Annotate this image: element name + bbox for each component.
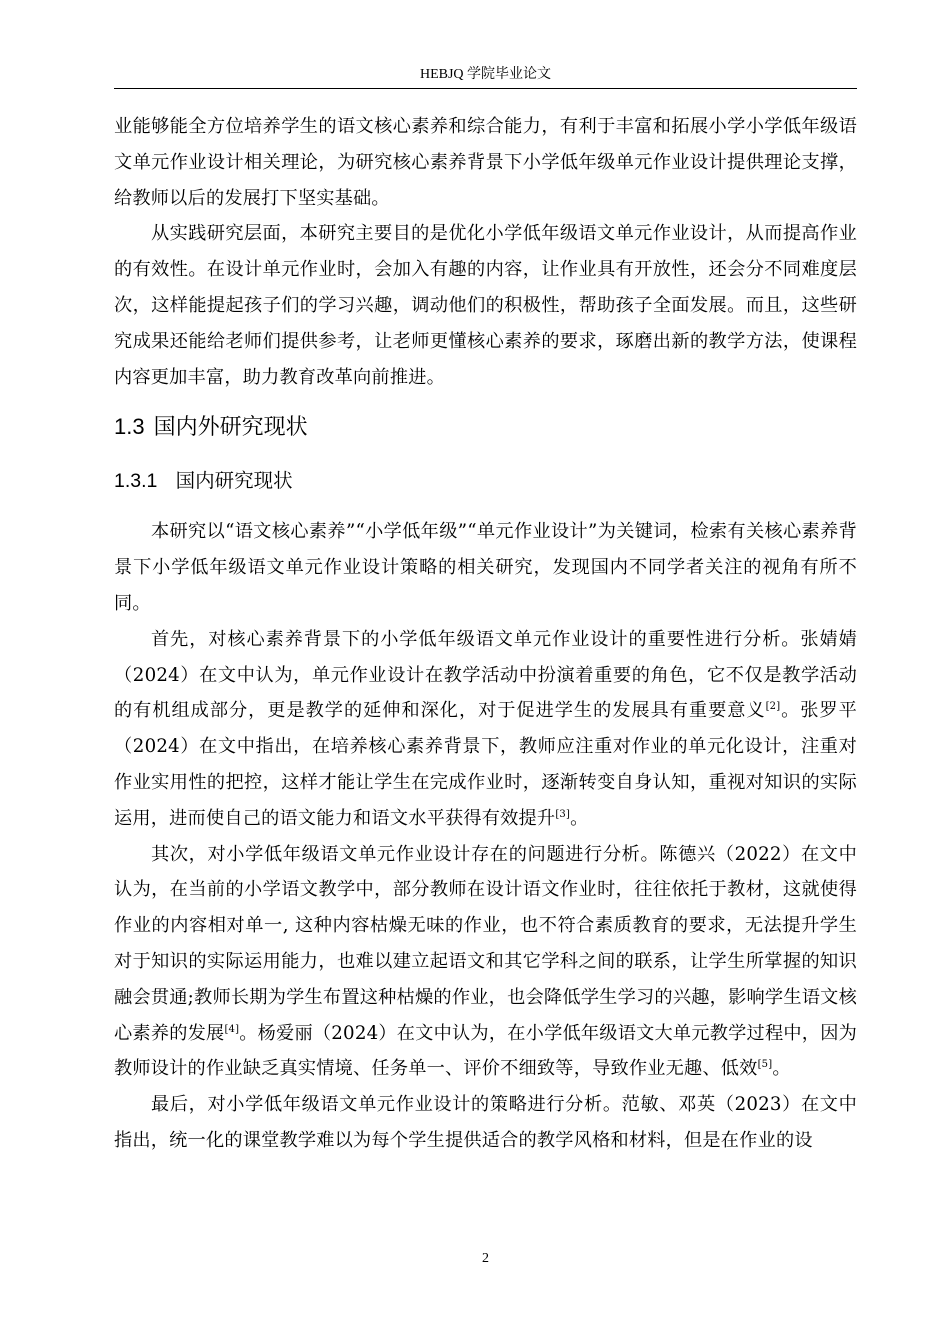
header-rule xyxy=(114,88,857,89)
subsection-title: 国内研究现状 xyxy=(175,469,293,493)
page-body xyxy=(114,109,857,1159)
subsection-heading xyxy=(114,464,857,498)
paragraph-text: 。 xyxy=(570,807,589,829)
paragraph-problems xyxy=(114,837,857,1088)
section-title: 国内外研究现状 xyxy=(153,415,308,441)
paragraph-continued: 业能够能全方位培养学生的语文核心素养和综合能力，有利于丰富和拓展小学小学低年级语文单元作业设计相关理论，为研究核心素养背景下小学低年级单元作业设计提供理论支撑，给教师以后的发展打下坚实基础。 xyxy=(114,116,857,209)
section-number: 1.3 xyxy=(114,414,145,440)
paragraph-text: 。张罗平（2024）在文中指出，在培养核心素养背景下，教师应注重对作业的单元化设计，注重对作业实用性的把控，这样才能让学生在完成作业时，逐渐转变自身认知，重视对知识的实际运用，进而使自己的语文能力和语文水平获得有效提升 xyxy=(114,700,857,829)
section-heading xyxy=(114,409,857,446)
paragraph-keywords: 本研究以“语文核心素养”“小学低年级”“单元作业设计”为关键词，检索有关核心素养背景下小学低年级语文单元作业设计策略的相关研究，发现国内不同学者关注的视角有所不同。 xyxy=(114,521,857,614)
paragraph-text: 。杨爱丽（2024）在文中认为，在小学低年级语文大单元教学过程中，因为教师设计的作业缺乏真实情境、任务单一、评价不细致等，导致作业无趣、低效 xyxy=(114,1022,857,1080)
page-number: 2 xyxy=(482,1251,489,1266)
citation-ref: [4] xyxy=(224,1023,240,1035)
running-header: HEBJQ 学院毕业论文 xyxy=(419,67,552,82)
paragraph-importance xyxy=(114,622,857,837)
subsection-number: 1.3.1 xyxy=(114,470,158,493)
paragraph-text: 。 xyxy=(772,1058,791,1080)
citation-ref: [5] xyxy=(757,1059,773,1071)
paragraph-text: 首先，对核心素养背景下的小学低年级语文单元作业设计的重要性进行分析。张婧婧（2024）在文中认为，单元作业设计在教学活动中扮演着重要的角色，它不仅是教学活动的有机组成部分，更是教学的延伸和深化，对于促进学生的发展具有重要意义 xyxy=(114,628,857,722)
paragraph-practice: 从实践研究层面，本研究主要目的是优化小学低年级语文单元作业设计，从而提高作业的有效性。在设计单元作业时，会加入有趣的内容，让作业具有开放性，还会分不同难度层次，这样能提起孩子们的学习兴趣，调动他们的积极性，帮助孩子全面发展。而且，这些研究成果还能给老师们提供参考，让老师更懂核心素养的要求，琢磨出新的教学方法，使课程内容更加丰富，助力教育改革向前推进。 xyxy=(114,223,857,388)
paragraph-text: 其次，对小学低年级语文单元作业设计存在的问题进行分析。陈德兴（2022）在文中认为，在当前的小学语文教学中，部分教师在设计语文作业时，往往依托于教材，这就使得作业的内容相对单一, 这种内容枯燥无味的作业，也不符合素质教育的要求，无法提升学生对于知识的实际运用能力，也难以建立起语文和其它学科之间的联系，让学生所掌握的知识融会贯通;教师长期为学生布置这种枯燥的作业，也会降低学生学习的兴趣，影响学生语文核心素养的发展 xyxy=(114,843,857,1044)
paragraph-strategies: 最后，对小学低年级语文单元作业设计的策略进行分析。范敏、邓英（2023）在文中指出，统一化的课堂教学难以为每个学生提供适合的教学风格和材料，但是在作业的设 xyxy=(114,1094,857,1151)
citation-ref: [2] xyxy=(765,701,781,713)
citation-ref: [3] xyxy=(555,808,571,820)
